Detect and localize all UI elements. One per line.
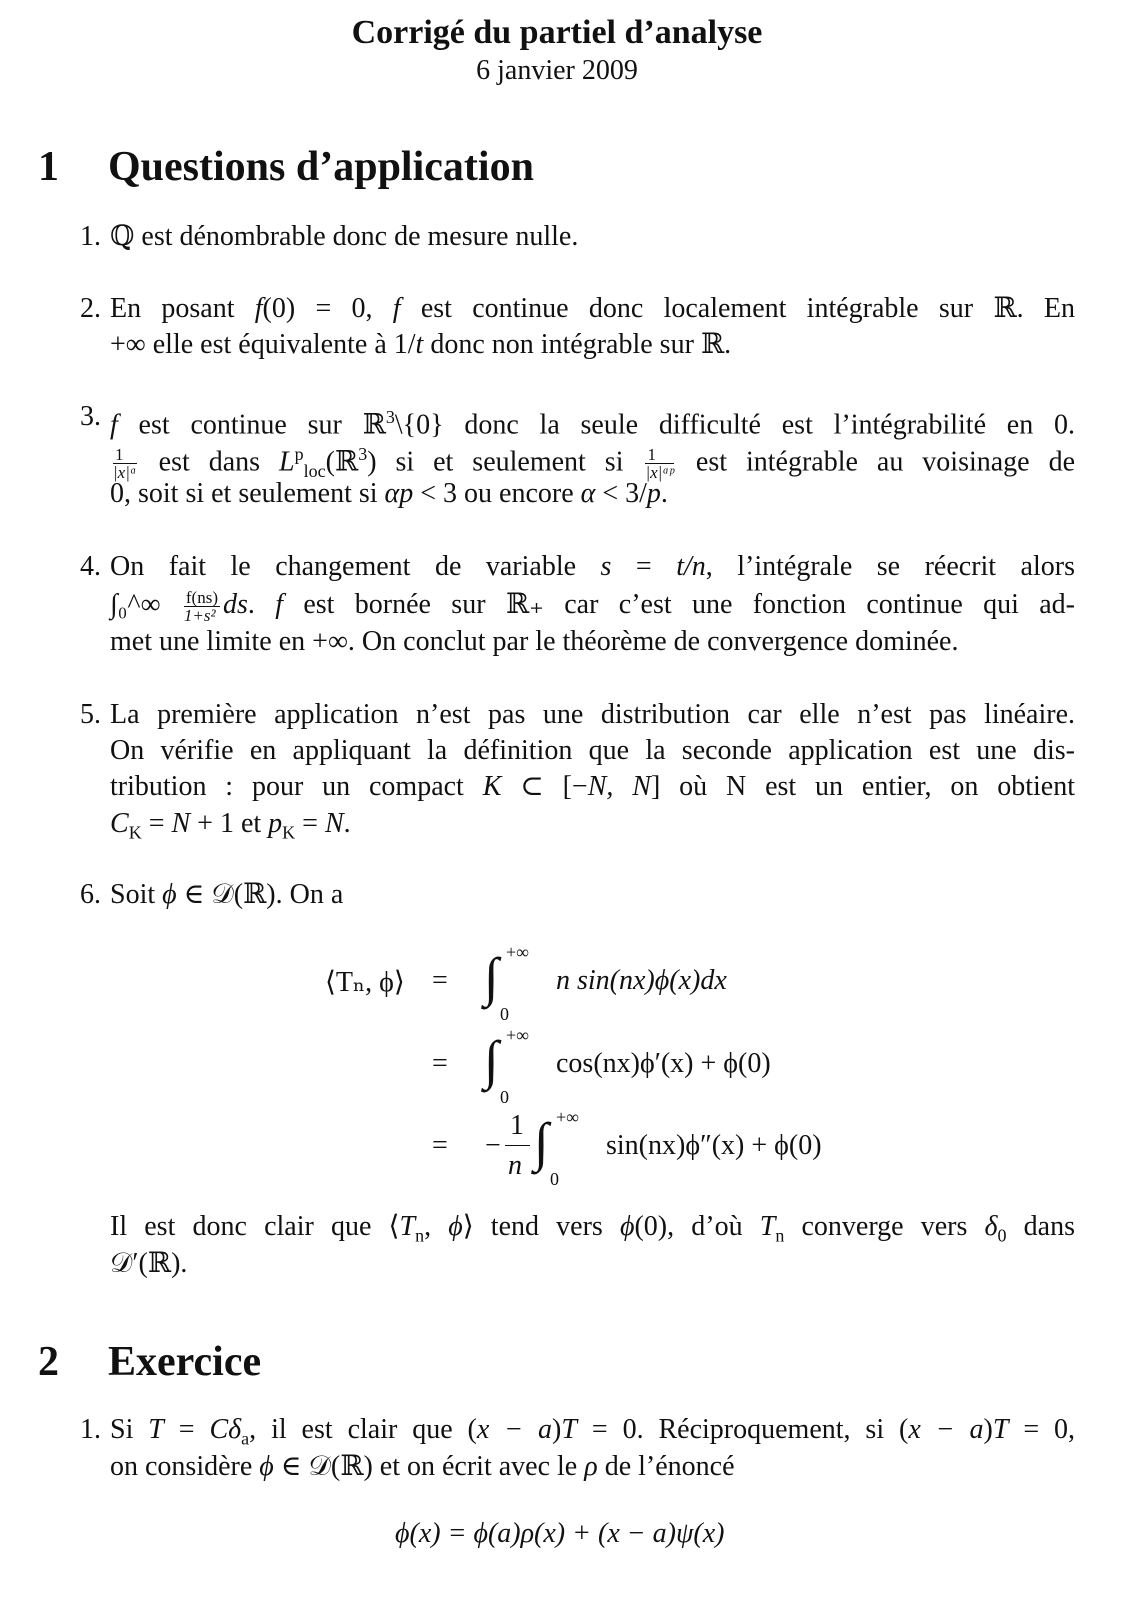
- text-run: donc non intégrable sur ℝ.: [423, 329, 732, 360]
- math-text: p: [646, 478, 661, 509]
- eq-sign-1: =: [432, 965, 448, 996]
- math-text: ϕ: [448, 1211, 463, 1242]
- text-run: ∈ 𝒟(ℝ). On a: [176, 879, 344, 910]
- text-line: [110, 807, 1075, 850]
- eq-row3-num: 1: [510, 1110, 524, 1141]
- text-run: < 3/: [595, 478, 647, 509]
- fraction-numerator: f(ns): [185, 588, 218, 608]
- math-text: ϕ: [162, 879, 177, 910]
- text-run: Soit: [110, 879, 163, 910]
- math-text: T: [992, 1414, 1009, 1445]
- fraction-numerator: 1: [113, 446, 137, 464]
- math-text: f: [254, 293, 263, 324]
- text-run: =: [141, 808, 172, 839]
- math-text: t/n: [676, 551, 706, 582]
- superscript: p: [294, 444, 304, 464]
- subscript: loc: [303, 460, 326, 481]
- fraction-denominator: |x|ᵅ: [113, 463, 137, 483]
- text-run: ,: [424, 1211, 449, 1242]
- text-run: En posant: [110, 293, 255, 324]
- fraction-bar: [505, 1145, 530, 1146]
- eq-row-3: sin(nx)ϕ″(x) + ϕ(0): [606, 1130, 822, 1161]
- text-line: [110, 1413, 1075, 1447]
- document-title: Corrigé du partiel d’analyse: [351, 14, 763, 51]
- math-text: ϕ: [619, 1211, 635, 1242]
- math-text: p: [268, 808, 283, 839]
- text-run: \{0} donc la seule difficulté est l’intégrabilité en 0.: [394, 409, 1075, 441]
- item-number: 3.: [80, 401, 101, 432]
- superscript: 3: [385, 407, 395, 427]
- text-run: converge vers: [784, 1211, 985, 1242]
- eq-row-2: cos(nx)ϕ′(x) + ϕ(0): [556, 1048, 771, 1079]
- superscript: 3: [358, 444, 368, 464]
- text-run: =: [611, 551, 677, 582]
- text-run: de l’énoncé: [597, 1451, 735, 1482]
- text-run: Si: [110, 1414, 149, 1445]
- text-line: [110, 437, 1076, 483]
- math-text: s: [600, 551, 612, 582]
- subscript: a: [241, 1428, 250, 1449]
- int-lower-2: 0: [500, 1087, 509, 1107]
- math-text: t: [415, 329, 424, 360]
- text-run: on considère: [110, 1451, 260, 1482]
- text-run: (0), d’où: [634, 1211, 760, 1242]
- text-line: [110, 770, 1075, 804]
- text-run: ∫₀^∞: [110, 589, 181, 620]
- text-run: ) si et seulement si: [367, 446, 643, 478]
- text-run: = 0. Réciproquement, si (: [576, 1414, 909, 1445]
- text-run: =: [295, 808, 325, 839]
- math-text: K: [482, 771, 502, 802]
- text-line: [110, 400, 1075, 441]
- text-run: dans: [1006, 1211, 1076, 1242]
- text-run: est continue donc localement intégrable sur ℝ. En: [400, 293, 1075, 324]
- text-run: ∈ 𝒟(ℝ) et on écrit avec le: [273, 1451, 585, 1482]
- item-number: 5.: [80, 699, 101, 730]
- text-line: [110, 625, 1075, 659]
- math-text: ϕ: [259, 1451, 274, 1482]
- text-line: [110, 1450, 1075, 1484]
- int-upper-3: +∞: [556, 1107, 579, 1127]
- text-run: = 0,: [1008, 1414, 1076, 1445]
- text-run: =: [163, 1414, 210, 1445]
- math-text: C: [110, 808, 129, 839]
- text-run: .: [247, 589, 276, 620]
- subscript: n: [415, 1225, 425, 1246]
- eq-sign-2: =: [432, 1048, 448, 1079]
- item-number: 1.: [80, 221, 101, 252]
- text-run: On vérifie en appliquant la définition que la seconde application est une dis-: [110, 735, 1075, 766]
- int-lower-1: 0: [500, 1004, 509, 1024]
- math-text: ρ: [584, 1451, 598, 1482]
- fraction-denominator: 1+s²: [183, 606, 216, 626]
- text-run: est bornée sur ℝ₊ car c’est une fonction continue qui ad-: [283, 589, 1076, 620]
- text-run: On fait le changement de variable: [110, 551, 601, 582]
- eq-row3-den: n: [508, 1150, 522, 1181]
- text-run: est dans: [139, 446, 280, 478]
- item-number: 6.: [80, 879, 101, 910]
- text-run: (0) = 0,: [262, 293, 393, 324]
- text-run: 𝒟′(ℝ).: [110, 1248, 188, 1279]
- section-2-number: 2: [38, 1339, 59, 1385]
- document-date: 6 janvier 2009: [476, 55, 638, 86]
- math-text: α: [580, 478, 596, 509]
- text-run: < 3 ou encore: [413, 478, 581, 509]
- math-text: T: [399, 1211, 416, 1242]
- math-text: f: [275, 589, 284, 620]
- text-line: [110, 1210, 1075, 1244]
- text-run: .: [343, 808, 351, 839]
- text-run: 0, soit si et seulement si: [110, 478, 385, 509]
- integral-sign-3: ∫: [534, 1112, 549, 1172]
- math-text: N: [324, 808, 344, 839]
- text-run: .: [660, 478, 668, 509]
- text-run: , il est clair que (: [249, 1414, 477, 1445]
- math-text: f: [392, 293, 401, 324]
- fraction-denominator: |x|ᵅᵖ: [645, 463, 674, 483]
- text-line: [110, 698, 1075, 732]
- fraction-numerator: 1: [645, 446, 673, 464]
- subscript: K: [128, 822, 142, 843]
- text-run: ⊂ [−: [501, 771, 588, 802]
- math-text: x − a: [908, 1414, 984, 1445]
- math-text: Cδ: [209, 1414, 242, 1445]
- text-run: +∞ elle est équivalente à 1/: [110, 329, 416, 360]
- subscript: 0: [997, 1225, 1007, 1246]
- text-run: est intégrable au voisinage de: [676, 446, 1076, 478]
- text-run: + 1 et: [190, 808, 269, 839]
- math-text: L: [279, 446, 295, 478]
- text-line: [110, 588, 1076, 626]
- math-text: T: [148, 1414, 164, 1445]
- math-text: N, N: [587, 771, 651, 802]
- section-2-title: Exercice: [108, 1339, 262, 1385]
- text-run: ): [983, 1414, 993, 1445]
- fraction: [184, 589, 220, 624]
- text-run: ⟩ tend vers: [462, 1211, 620, 1242]
- text-run: Il est donc clair que ⟨: [110, 1211, 400, 1242]
- final-equation: ϕ(x) = ϕ(a)ρ(x) + (x − a)ψ(x): [395, 1518, 725, 1549]
- text-run: tribution : pour un compact: [110, 771, 483, 802]
- int-upper-2: +∞: [506, 1025, 529, 1045]
- eq-row3-sign: −: [485, 1130, 501, 1161]
- eq-lhs: ⟨Tₙ, ϕ⟩: [325, 967, 405, 998]
- text-line: [110, 550, 1075, 584]
- integral-sign-2: ∫: [484, 1030, 499, 1090]
- text-line: [110, 734, 1075, 768]
- subscript: K: [282, 822, 296, 843]
- math-text: αp: [384, 478, 414, 509]
- section-1-number: 1: [38, 144, 59, 190]
- math-text: f: [110, 409, 118, 441]
- item-number: 4.: [80, 551, 101, 582]
- item-number: 1.: [80, 1414, 101, 1445]
- text-line: [110, 220, 1075, 254]
- text-line: [110, 477, 1075, 511]
- eq-row-1: n sin(nx)ϕ(x)dx: [556, 965, 727, 996]
- text-run: met une limite en +∞. On conclut par le théorème de convergence dominée.: [110, 626, 959, 657]
- text-run: ): [552, 1414, 562, 1445]
- section-1-title: Questions d’application: [108, 144, 534, 190]
- int-upper-1: +∞: [506, 942, 529, 962]
- text-run: ] où N est un entier, on obtient: [650, 771, 1076, 802]
- text-run: La première application n’est pas une distribution car elle n’est pas linéaire.: [110, 699, 1075, 730]
- text-run: (ℝ: [325, 446, 359, 478]
- item-number: 2.: [80, 293, 101, 324]
- math-text: ds: [222, 589, 248, 620]
- subscript: n: [775, 1225, 785, 1246]
- math-text: N: [171, 808, 191, 839]
- text-run: est continue sur ℝ: [117, 409, 386, 441]
- math-text: T: [561, 1414, 577, 1445]
- text-line: [110, 878, 1075, 912]
- math-text: x − a: [476, 1414, 553, 1445]
- text-run: ℚ est dénombrable donc de mesure nulle.: [110, 221, 579, 252]
- text-line: [110, 292, 1075, 326]
- math-text: T: [759, 1211, 776, 1242]
- text-line: [110, 1247, 1075, 1281]
- eq-sign-3: =: [432, 1130, 448, 1161]
- text-line: [110, 328, 1075, 362]
- integral-sign-1: ∫: [484, 947, 499, 1007]
- text-run: , l’intégrale se réecrit alors: [705, 551, 1075, 582]
- int-lower-3: 0: [550, 1169, 559, 1189]
- math-text: δ: [984, 1211, 998, 1242]
